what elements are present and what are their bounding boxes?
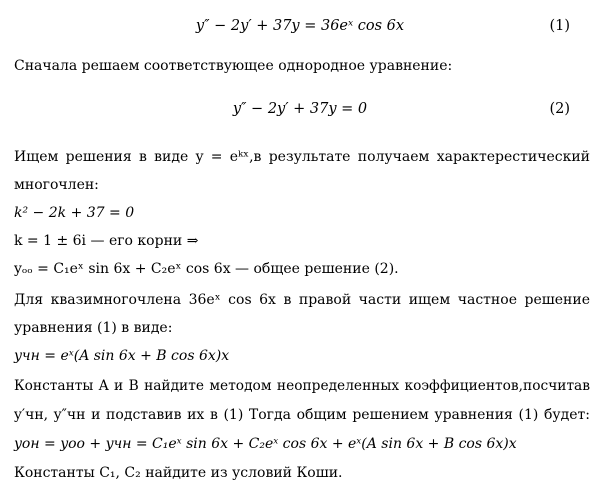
roots-line: k = 1 ± 6i — его корни ⇒ [14,233,199,249]
particular-solution-form: yчн = eˣ(A sin 6x + B cos 6x)x [14,348,230,364]
equation-2-formula: y″ − 2y′ + 37y = 0 [232,101,368,117]
general-homogeneous-solution: yₒₒ = C₁eˣ sin 6x + C₂eˣ cos 6x — общее решение (2). [14,261,399,277]
constants-line-1: Константы A и B найдите методом неопределенных коэффициентов,посчитав [14,378,590,394]
search-line-1: Ищем решения в виде y = eᵏˣ,в результате получаем характерестический [14,149,590,165]
quasi-polynomial-line-1: Для квазимногочлена 36eˣ cos 6x в правой части ищем частное решение [14,292,590,308]
quasi-polynomial-line-2: уравнения (1) в виде: [14,320,173,336]
search-line-2: многочлен: [14,177,99,193]
characteristic-polynomial: k² − 2k + 37 = 0 [14,205,135,221]
constants-line-2: y′чн, y″чн и подставив их в (1) Тогда общим решением уравнения (1) будет: [14,407,590,423]
cauchy-conditions-line: Константы C₁, C₂ найдите из условий Коши. [14,465,343,481]
equation-1-number: (1) [549,18,570,34]
equation-2-number: (2) [549,101,570,117]
equation-1-formula: y″ − 2y′ + 37y = 36eˣ cos 6x [195,18,405,34]
intro-text: Сначала решаем соответствующее однородное уравнение: [14,58,453,74]
general-solution: yон = yоо + yчн = C₁eˣ sin 6x + C₂eˣ cos 6x + eˣ(A sin 6x + B cos 6x)x [14,436,517,452]
